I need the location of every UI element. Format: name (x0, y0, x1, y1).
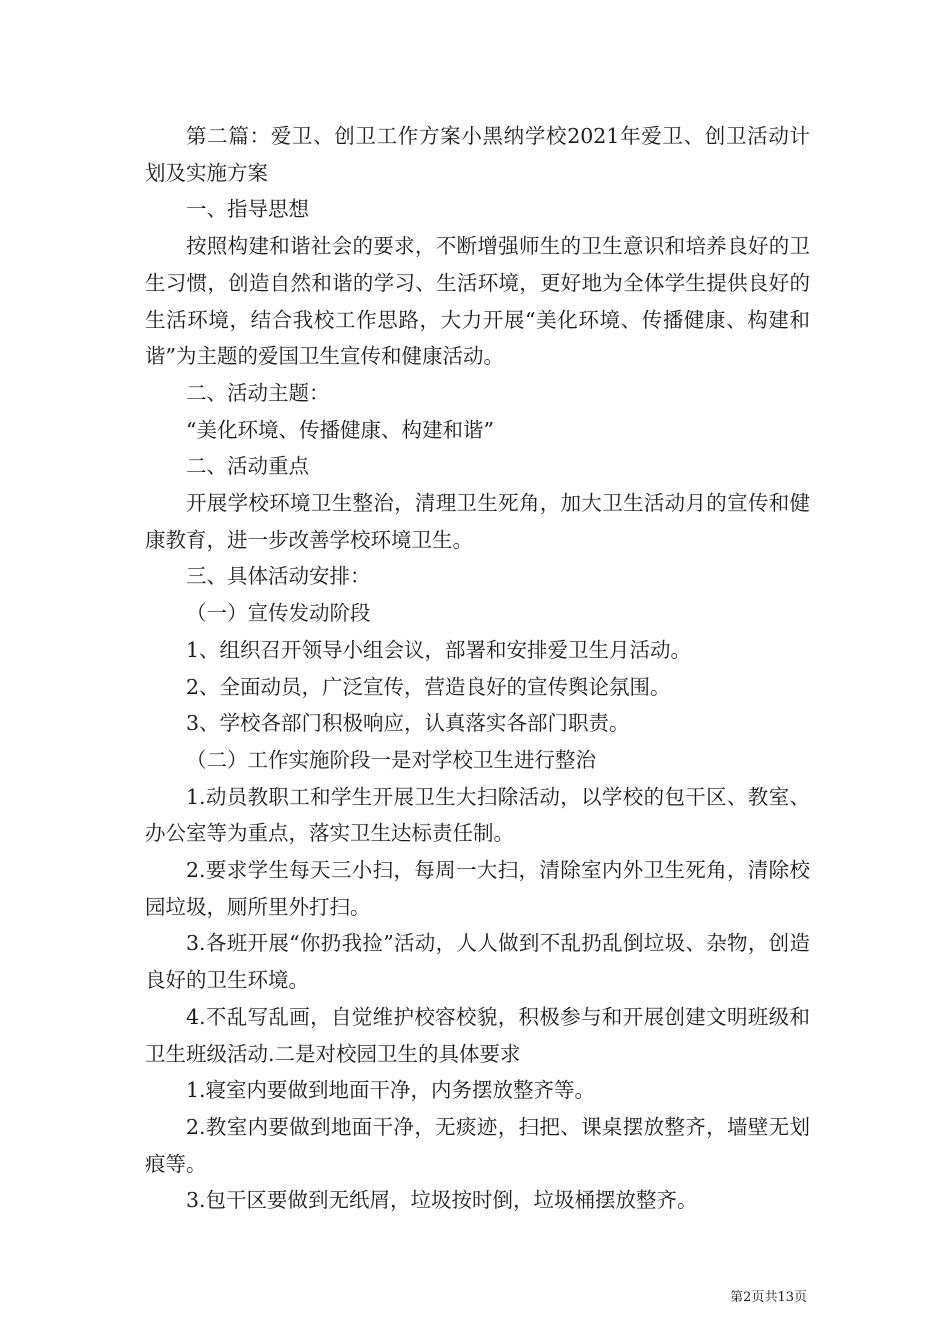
document-body (145, 118, 810, 1219)
page-number: 第2页共13页 (730, 1290, 807, 1305)
heading-activity-arrangement: 三、具体活动安排： (186, 564, 371, 589)
heading-activity-theme: 二、活动主题： (186, 380, 330, 405)
paragraph-guiding-thought: 按照构建和谐社会的要求，不断增强师生的卫生意识和培养良好的卫生习惯，创造自然和谐的学习、生活环境，更好地为全体学生提供良好的生活环境，结合我校工作思路，大力开展“美化环境、传播健康、构建和谐”为主题的爱国卫生宣传和健康活动。 (145, 234, 810, 369)
list-item: 2.教室内要做到地面干净，无痰迹，扫把、课桌摆放整齐，墙壁无划痕等。 (145, 1114, 810, 1176)
heading-activity-focus: 二、活动重点 (186, 454, 309, 479)
list-item: 1.动员教职工和学生开展卫生大扫除活动，以学校的包干区、教室、办公室等为重点，落实卫生达标责任制。 (145, 784, 810, 846)
paragraph-title: 第二篇：爱卫、创卫工作方案小黑纳学校2021年爱卫、创卫活动计划及实施方案 (145, 124, 810, 185)
list-item: 3.各班开展“你扔我捡”活动，人人做到不乱扔乱倒垃圾、杂物，创造良好的卫生环境。 (145, 931, 810, 993)
list-item: 3.包干区要做到无纸屑，垃圾按时倒，垃圾桶摆放整齐。 (186, 1188, 698, 1213)
list-item: 1、组织召开领导小组会议，部署和安排爱卫生月活动。 (186, 637, 692, 662)
subheading-implementation-stage: （二）工作实施阶段一是对学校卫生进行整治 (186, 747, 596, 772)
list-item: 4.不乱写乱画，自觉维护校容校貌，积极参与和开展创建文明班级和卫生班级活动.二是对校园卫生的具体要求 (145, 1004, 810, 1066)
subheading-publicity-stage: （一）宣传发动阶段 (186, 601, 371, 626)
list-item: 2、全面动员，广泛宣传，营造良好的宣传舆论氛围。 (186, 674, 671, 699)
paragraph-activity-focus: 开展学校环境卫生整治，清理卫生死角，加大卫生活动月的宣传和健康教育，进一步改善学校环境卫生。 (145, 491, 810, 552)
paragraph-activity-theme: “美化环境、传播健康、构建和谐” (186, 417, 494, 442)
heading-guiding-thought: 一、指导思想 (186, 197, 309, 222)
list-item: 2.要求学生每天三小扫，每周一大扫，清除室内外卫生死角，清除校园垃圾，厕所里外打扫。 (145, 858, 810, 919)
list-item: 3、学校各部门积极响应，认真落实各部门职责。 (186, 711, 630, 736)
list-item: 1.寝室内要做到地面干净，内务摆放整齐等。 (186, 1078, 596, 1103)
